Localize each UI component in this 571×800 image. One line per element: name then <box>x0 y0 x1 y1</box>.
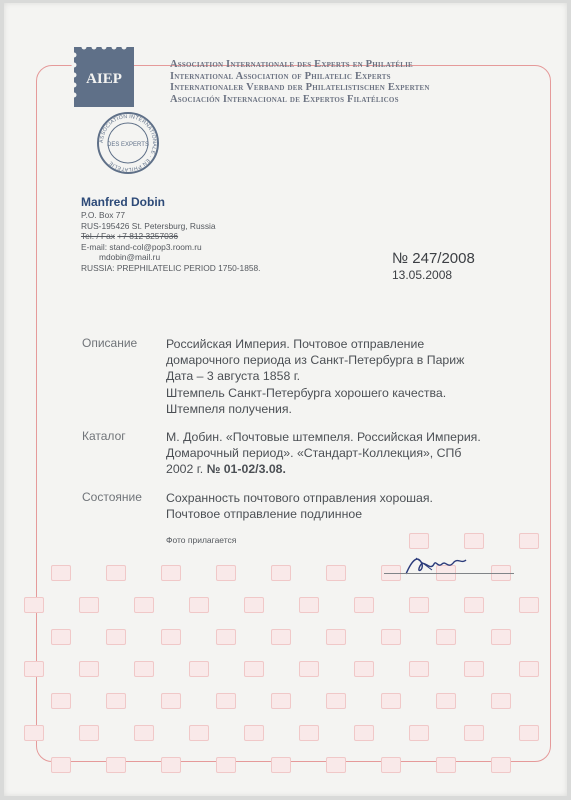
watermark-mark <box>519 725 539 741</box>
watermark-mark <box>326 565 346 581</box>
watermark-mark <box>299 661 319 677</box>
watermark-mark <box>354 597 374 613</box>
watermark-mark <box>216 565 236 581</box>
header-line-en: International Association of Philatelic Experts <box>170 70 391 82</box>
catalog-number: № 01-02/3.08. <box>206 462 286 477</box>
description-line: Штемпеля получения. <box>166 401 292 416</box>
sender-phone <box>81 231 261 242</box>
header-line-es: Asociación Internacional de Expertos Filatélicos <box>170 93 399 105</box>
logo-mark-text: AIEP <box>86 71 122 87</box>
watermark-mark <box>134 661 154 677</box>
signature-icon <box>402 550 472 580</box>
catalog-text <box>166 429 541 478</box>
description-line: Российская Империя. Почтовое отправление <box>166 337 425 351</box>
catalog-label: Каталог <box>82 429 126 443</box>
watermark-mark <box>491 629 511 645</box>
watermark-mark <box>271 629 291 645</box>
phone-number: +7 812 3257036 <box>117 231 179 242</box>
watermark-mark <box>271 693 291 709</box>
sender-email: E-mail: stand-col@pop3.room.ru <box>81 241 202 252</box>
sender-email-alt: mdobin@mail.ru <box>99 252 161 263</box>
watermark-mark <box>409 597 429 613</box>
sender-name: Manfred Dobin <box>81 195 165 209</box>
description-line: Штемпель Санкт-Петербурга хорошего качества. <box>166 385 447 400</box>
watermark-mark <box>326 757 346 773</box>
association-header <box>170 59 560 105</box>
watermark-mark <box>491 693 511 709</box>
watermark-mark <box>189 725 209 741</box>
phone-prefix: Tel. / Fax <box>81 231 115 242</box>
catalog-line: Домарочный период». «Стандарт-Коллекция», СПб <box>166 446 462 461</box>
catalog-line <box>166 461 541 477</box>
watermark-mark <box>381 693 401 709</box>
watermark-mark <box>161 693 181 709</box>
watermark-mark <box>106 565 126 581</box>
watermark-mark <box>354 661 374 677</box>
watermark-mark <box>381 757 401 773</box>
watermark-mark <box>244 661 264 677</box>
condition-label: Состояние <box>82 490 142 504</box>
watermark-mark <box>409 661 429 677</box>
certificate-sheet <box>4 3 567 796</box>
watermark-mark <box>519 597 539 613</box>
sender-city: RUS-195426 St. Petersburg, Russia <box>81 220 216 231</box>
catalog-line: М. Добин. «Почтовые штемпеля. Российская Империя. <box>166 430 481 444</box>
watermark-mark <box>381 629 401 645</box>
watermark-mark <box>24 725 44 741</box>
watermark-mark <box>134 725 154 741</box>
header-line-fr: Association Internationale des Experts en Philatélie <box>170 59 413 70</box>
condition-line: Почтовое отправление подлинное <box>166 507 363 522</box>
watermark-mark <box>189 661 209 677</box>
watermark-mark <box>464 533 484 549</box>
watermark-mark <box>106 757 126 773</box>
certificate-number: № 247/2008 <box>392 250 475 267</box>
watermark-mark <box>51 757 71 773</box>
watermark-mark <box>409 533 429 549</box>
sender-box: P.O. Box 77 <box>81 210 126 220</box>
sender-specialty: RUSSIA: PREPHILATELIC PERIOD 1750-1858. <box>81 262 261 273</box>
watermark-mark <box>161 757 181 773</box>
watermark-mark <box>326 629 346 645</box>
sender-address <box>81 194 261 274</box>
logo-ring-text: ASSOCIATION INTERNATIONALE · EN PHILATÉLIE <box>98 113 158 173</box>
watermark-mark <box>51 565 71 581</box>
watermark-mark <box>436 693 456 709</box>
watermark-mark <box>299 725 319 741</box>
condition-text <box>166 490 541 522</box>
description-label: Описание <box>82 336 138 350</box>
watermark-mark <box>519 661 539 677</box>
description-line: домарочного периода из Санкт-Петербурга в Париж <box>166 353 465 368</box>
watermark-mark <box>271 565 291 581</box>
watermark-mark <box>161 629 181 645</box>
watermark-mark <box>519 533 539 549</box>
watermark-mark <box>79 725 99 741</box>
photo-note: Фото прилагается <box>166 535 237 545</box>
watermark-mark <box>271 757 291 773</box>
signature-line <box>384 573 514 574</box>
catalog-year: 2002 г. <box>166 462 207 477</box>
watermark-mark <box>106 693 126 709</box>
watermark-mark <box>51 629 71 645</box>
condition-line: Сохранность почтового отправления хорошая. <box>166 491 433 505</box>
watermark-mark <box>244 725 264 741</box>
aiep-logo <box>70 43 170 183</box>
watermark-mark <box>244 597 264 613</box>
watermark-mark <box>216 693 236 709</box>
watermark-mark <box>354 725 374 741</box>
description-text <box>166 336 541 417</box>
watermark-mark <box>24 597 44 613</box>
watermark-mark <box>436 629 456 645</box>
watermark-mark <box>24 661 44 677</box>
watermark-mark <box>491 757 511 773</box>
watermark-mark <box>134 597 154 613</box>
certificate-date: 13.05.2008 <box>392 268 453 282</box>
watermark-mark <box>51 693 71 709</box>
watermark-mark <box>436 757 456 773</box>
watermark-mark <box>464 661 484 677</box>
watermark-mark <box>326 693 346 709</box>
watermark-mark <box>79 597 99 613</box>
watermark-mark <box>299 597 319 613</box>
watermark-mark <box>189 597 209 613</box>
watermark-mark <box>216 629 236 645</box>
watermark-mark <box>464 725 484 741</box>
watermark-mark <box>79 661 99 677</box>
logo-center-text: DES EXPERTS <box>107 142 149 148</box>
description-line: Дата – 3 августа 1858 г. <box>166 369 301 384</box>
watermark-mark <box>409 725 429 741</box>
watermark-mark <box>216 757 236 773</box>
watermark-mark <box>106 629 126 645</box>
watermark-mark <box>464 597 484 613</box>
watermark-mark <box>161 565 181 581</box>
header-line-de: Internationaler Verband der Philatelistischen Experten <box>170 82 430 93</box>
